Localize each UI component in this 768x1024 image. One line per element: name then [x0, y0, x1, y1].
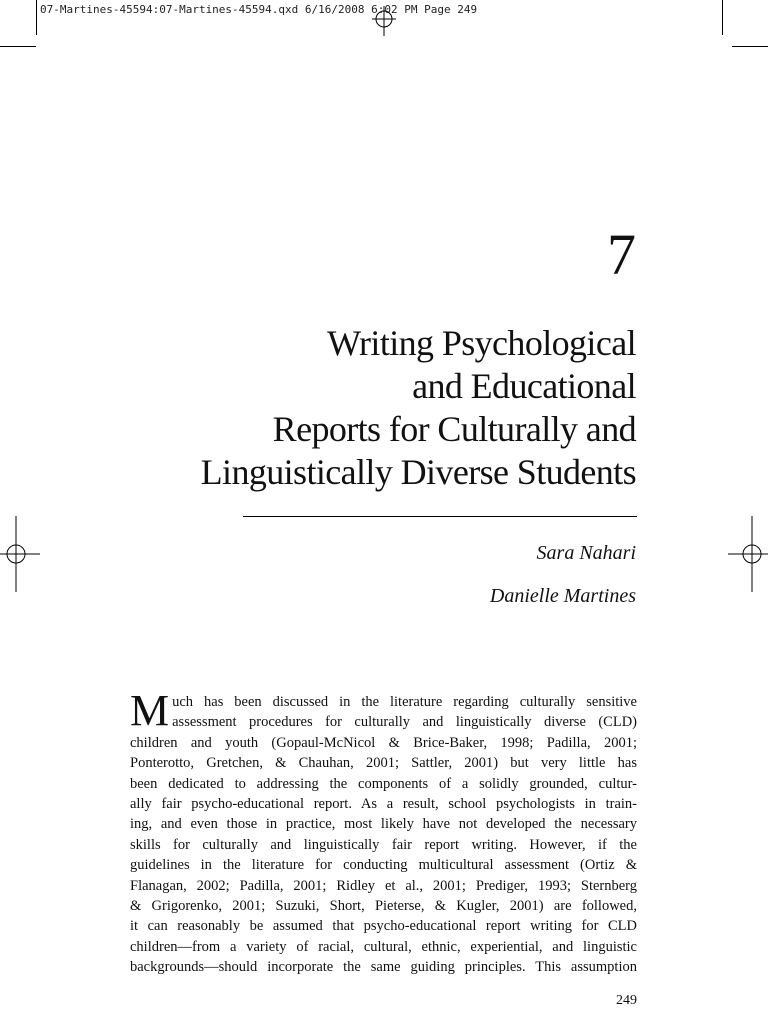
crop-mark-top-right-vertical — [722, 0, 723, 35]
chapter-title-line: Reports for Culturally and — [272, 409, 636, 449]
registration-mark-left — [0, 516, 40, 592]
registration-mark-right — [728, 516, 768, 592]
chapter-body-paragraph — [130, 686, 637, 978]
text-line: it can reasonably be assumed that psycho-educational report writing for CLD — [130, 918, 637, 935]
author-name: Danielle Martines — [489, 585, 636, 607]
text-line: Flanagan, 2002; Padilla, 2001; Ridley et al., 2001; Prediger, 1993; Sternberg — [130, 877, 637, 894]
text-line: assessment procedures for culturally and linguistically diverse (CLD) — [172, 714, 637, 731]
chapter-title-line: Linguistically Diverse Students — [200, 452, 636, 492]
crop-mark-top-left-horizontal — [0, 46, 36, 47]
chapter-title-line: and Educational — [412, 366, 636, 406]
title-divider-rule — [243, 516, 637, 517]
crop-mark-top-left-vertical — [36, 0, 37, 35]
author-name: Sara Nahari — [536, 542, 636, 564]
text-line: Ponterotto, Gretchen, & Chauhan, 2001; Sattler, 2001) but very little has — [130, 755, 637, 772]
text-line: uch has been discussed in the literature regarding culturally sensitive — [172, 694, 637, 710]
text-line: & Grigorenko, 2001; Suzuki, Short, Pieterse, & Kugler, 2001) are followed, — [130, 898, 637, 915]
text-line: ally fair psycho-educational report. As a result, school psychologists in train- — [130, 796, 637, 813]
chapter-number: 7 — [607, 222, 636, 287]
chapter-title — [116, 322, 636, 494]
text-line: been dedicated to addressing the components of a solidly grounded, cultur- — [130, 775, 637, 792]
crop-mark-top-right-horizontal — [732, 46, 768, 47]
print-slug-line: 07-Martines-45594:07-Martines-45594.qxd 6/16/2008 6:02 PM Page 249 — [40, 3, 478, 16]
drop-cap: M — [130, 686, 170, 735]
text-line: children and youth (Gopaul-McNicol & Brice-Baker, 1998; Padilla, 2001; — [130, 734, 637, 751]
page-number: 249 — [616, 993, 637, 1008]
text-line: guidelines in the literature for conducting multicultural assessment (Ortiz & — [130, 857, 637, 874]
text-line: children—from a variety of racial, cultural, ethnic, experiential, and linguistic — [130, 938, 637, 955]
chapter-title-line: Writing Psychological — [327, 323, 636, 363]
text-line: ing, and even those in practice, most likely have not developed the necessary — [130, 816, 637, 833]
registration-mark-top — [372, 6, 396, 36]
text-line: skills for culturally and linguistically fair report writing. However, if the — [130, 836, 637, 853]
text-line: backgrounds—should incorporate the same guiding principles. This assumption — [130, 959, 637, 976]
